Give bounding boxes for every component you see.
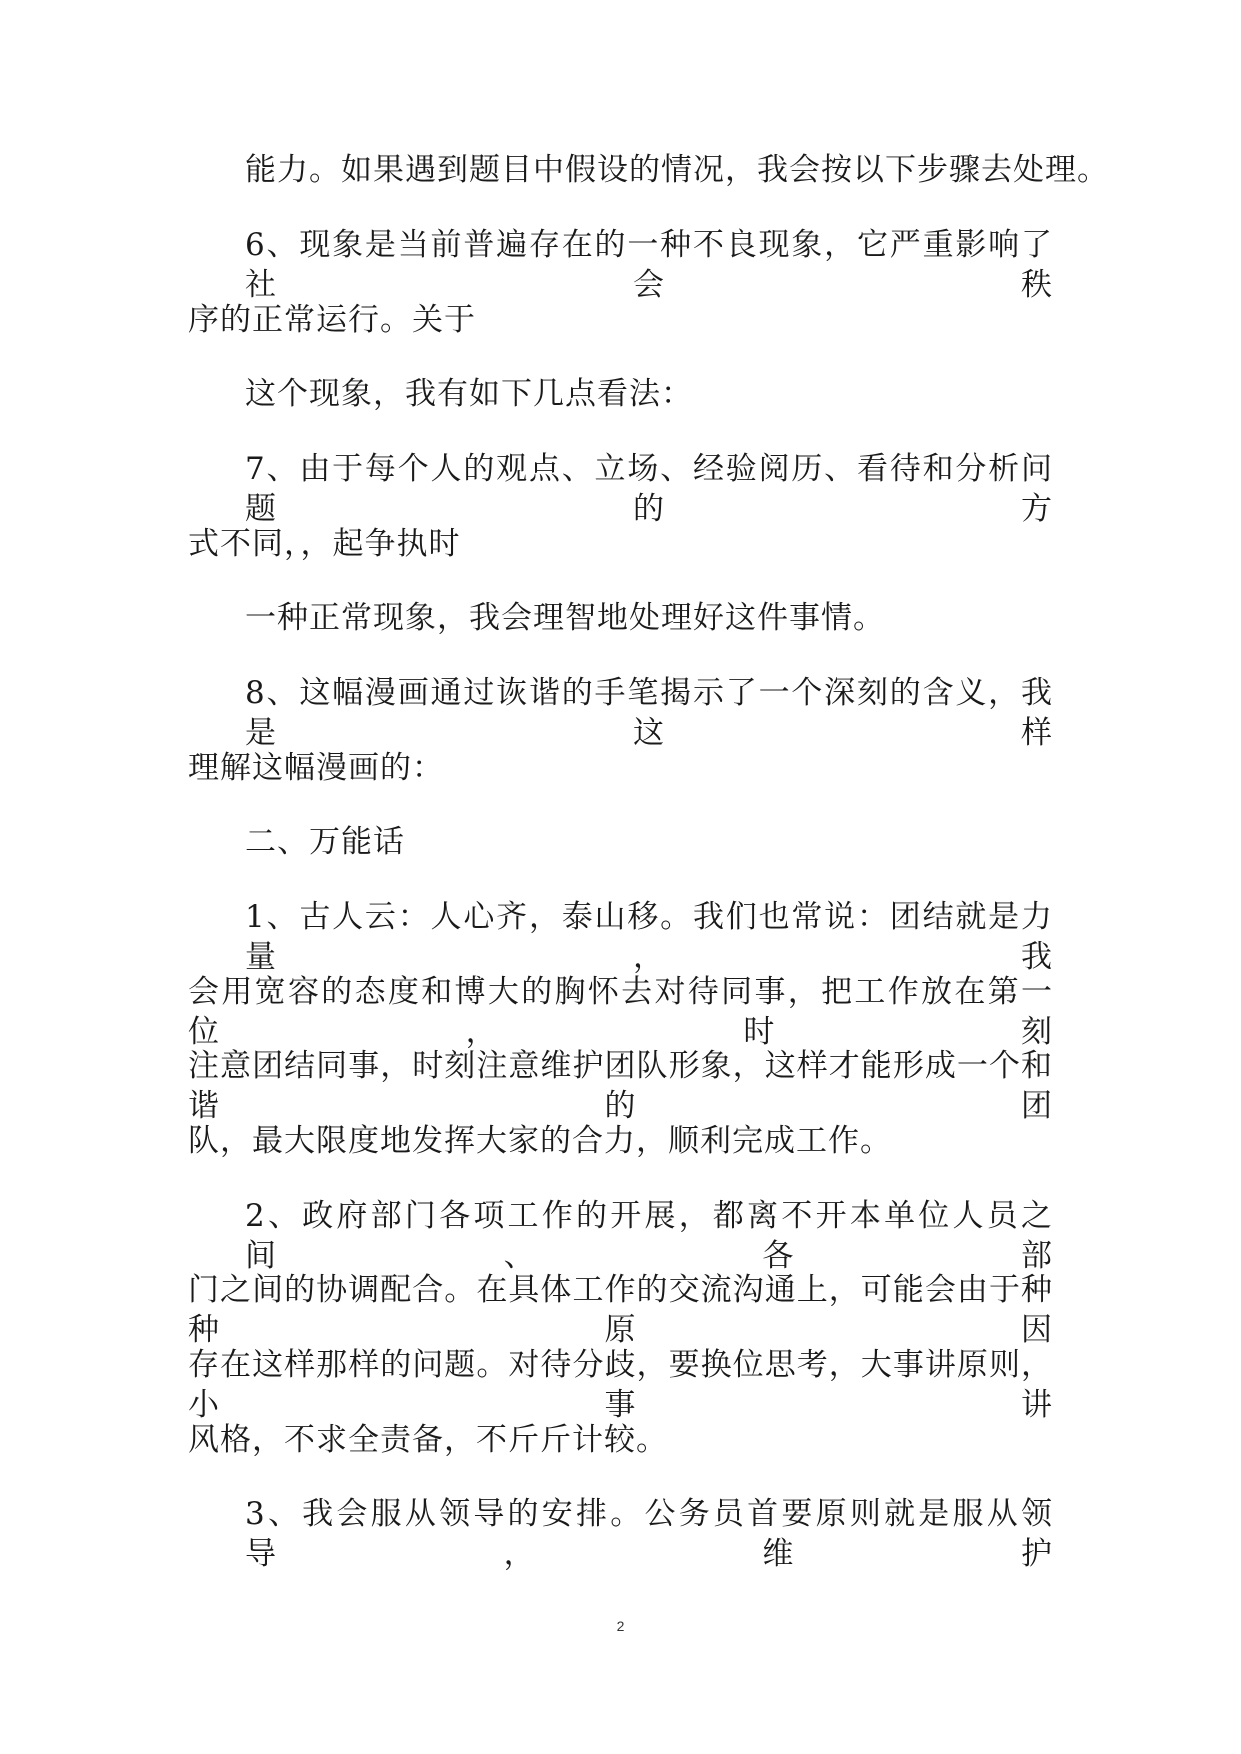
section-heading: 二、万能话 (245, 824, 405, 860)
text-line: 一种正常现象，我会理智地处理好这件事情。 (245, 600, 885, 636)
text-line: 6、现象是当前普遍存在的一种不良现象，它严重影响了社会秩 (245, 227, 1053, 303)
text-line: 1、古人云：人心齐，泰山移。我们也常说：团结就是力量，我 (245, 899, 1053, 975)
text-line: 序的正常运行。关于 (188, 302, 476, 338)
text-line: 能力。如果遇到题目中假设的情况，我会按以下步骤去处理。 (245, 152, 1109, 188)
text-line: 8、这幅漫画通过诙谐的手笔揭示了一个深刻的含义，我是这样 (245, 675, 1053, 751)
text-line: 队，最大限度地发挥大家的合力，顺利完成工作。 (188, 1123, 892, 1159)
text-line: 会用宽容的态度和博大的胸怀去对待同事，把工作放在第一位，时刻 (188, 974, 1053, 1050)
text-line: 门之间的协调配合。在具体工作的交流沟通上，可能会由于种种原因 (188, 1272, 1053, 1348)
text-line: 3、我会服从领导的安排。公务员首要原则就是服从领导，维护 (245, 1496, 1053, 1572)
text-line: 理解这幅漫画的： (188, 750, 444, 786)
text-line: 7、由于每个人的观点、立场、经验阅历、看待和分析问题的方 (245, 451, 1053, 527)
text-line: 注意团结同事，时刻注意维护团队形象，这样才能形成一个和谐的团 (188, 1048, 1053, 1124)
text-line: 风格，不求全责备，不斤斤计较。 (188, 1422, 668, 1458)
text-line: 2、政府部门各项工作的开展，都离不开本单位人员之间、各部 (245, 1198, 1053, 1274)
page-number: 2 (616, 1618, 625, 1634)
text-line: 这个现象，我有如下几点看法： (245, 376, 693, 412)
text-line: 存在这样那样的问题。对待分歧，要换位思考，大事讲原则，小事讲 (188, 1347, 1053, 1423)
text-line: 式不同，，起争执时 (188, 526, 461, 562)
